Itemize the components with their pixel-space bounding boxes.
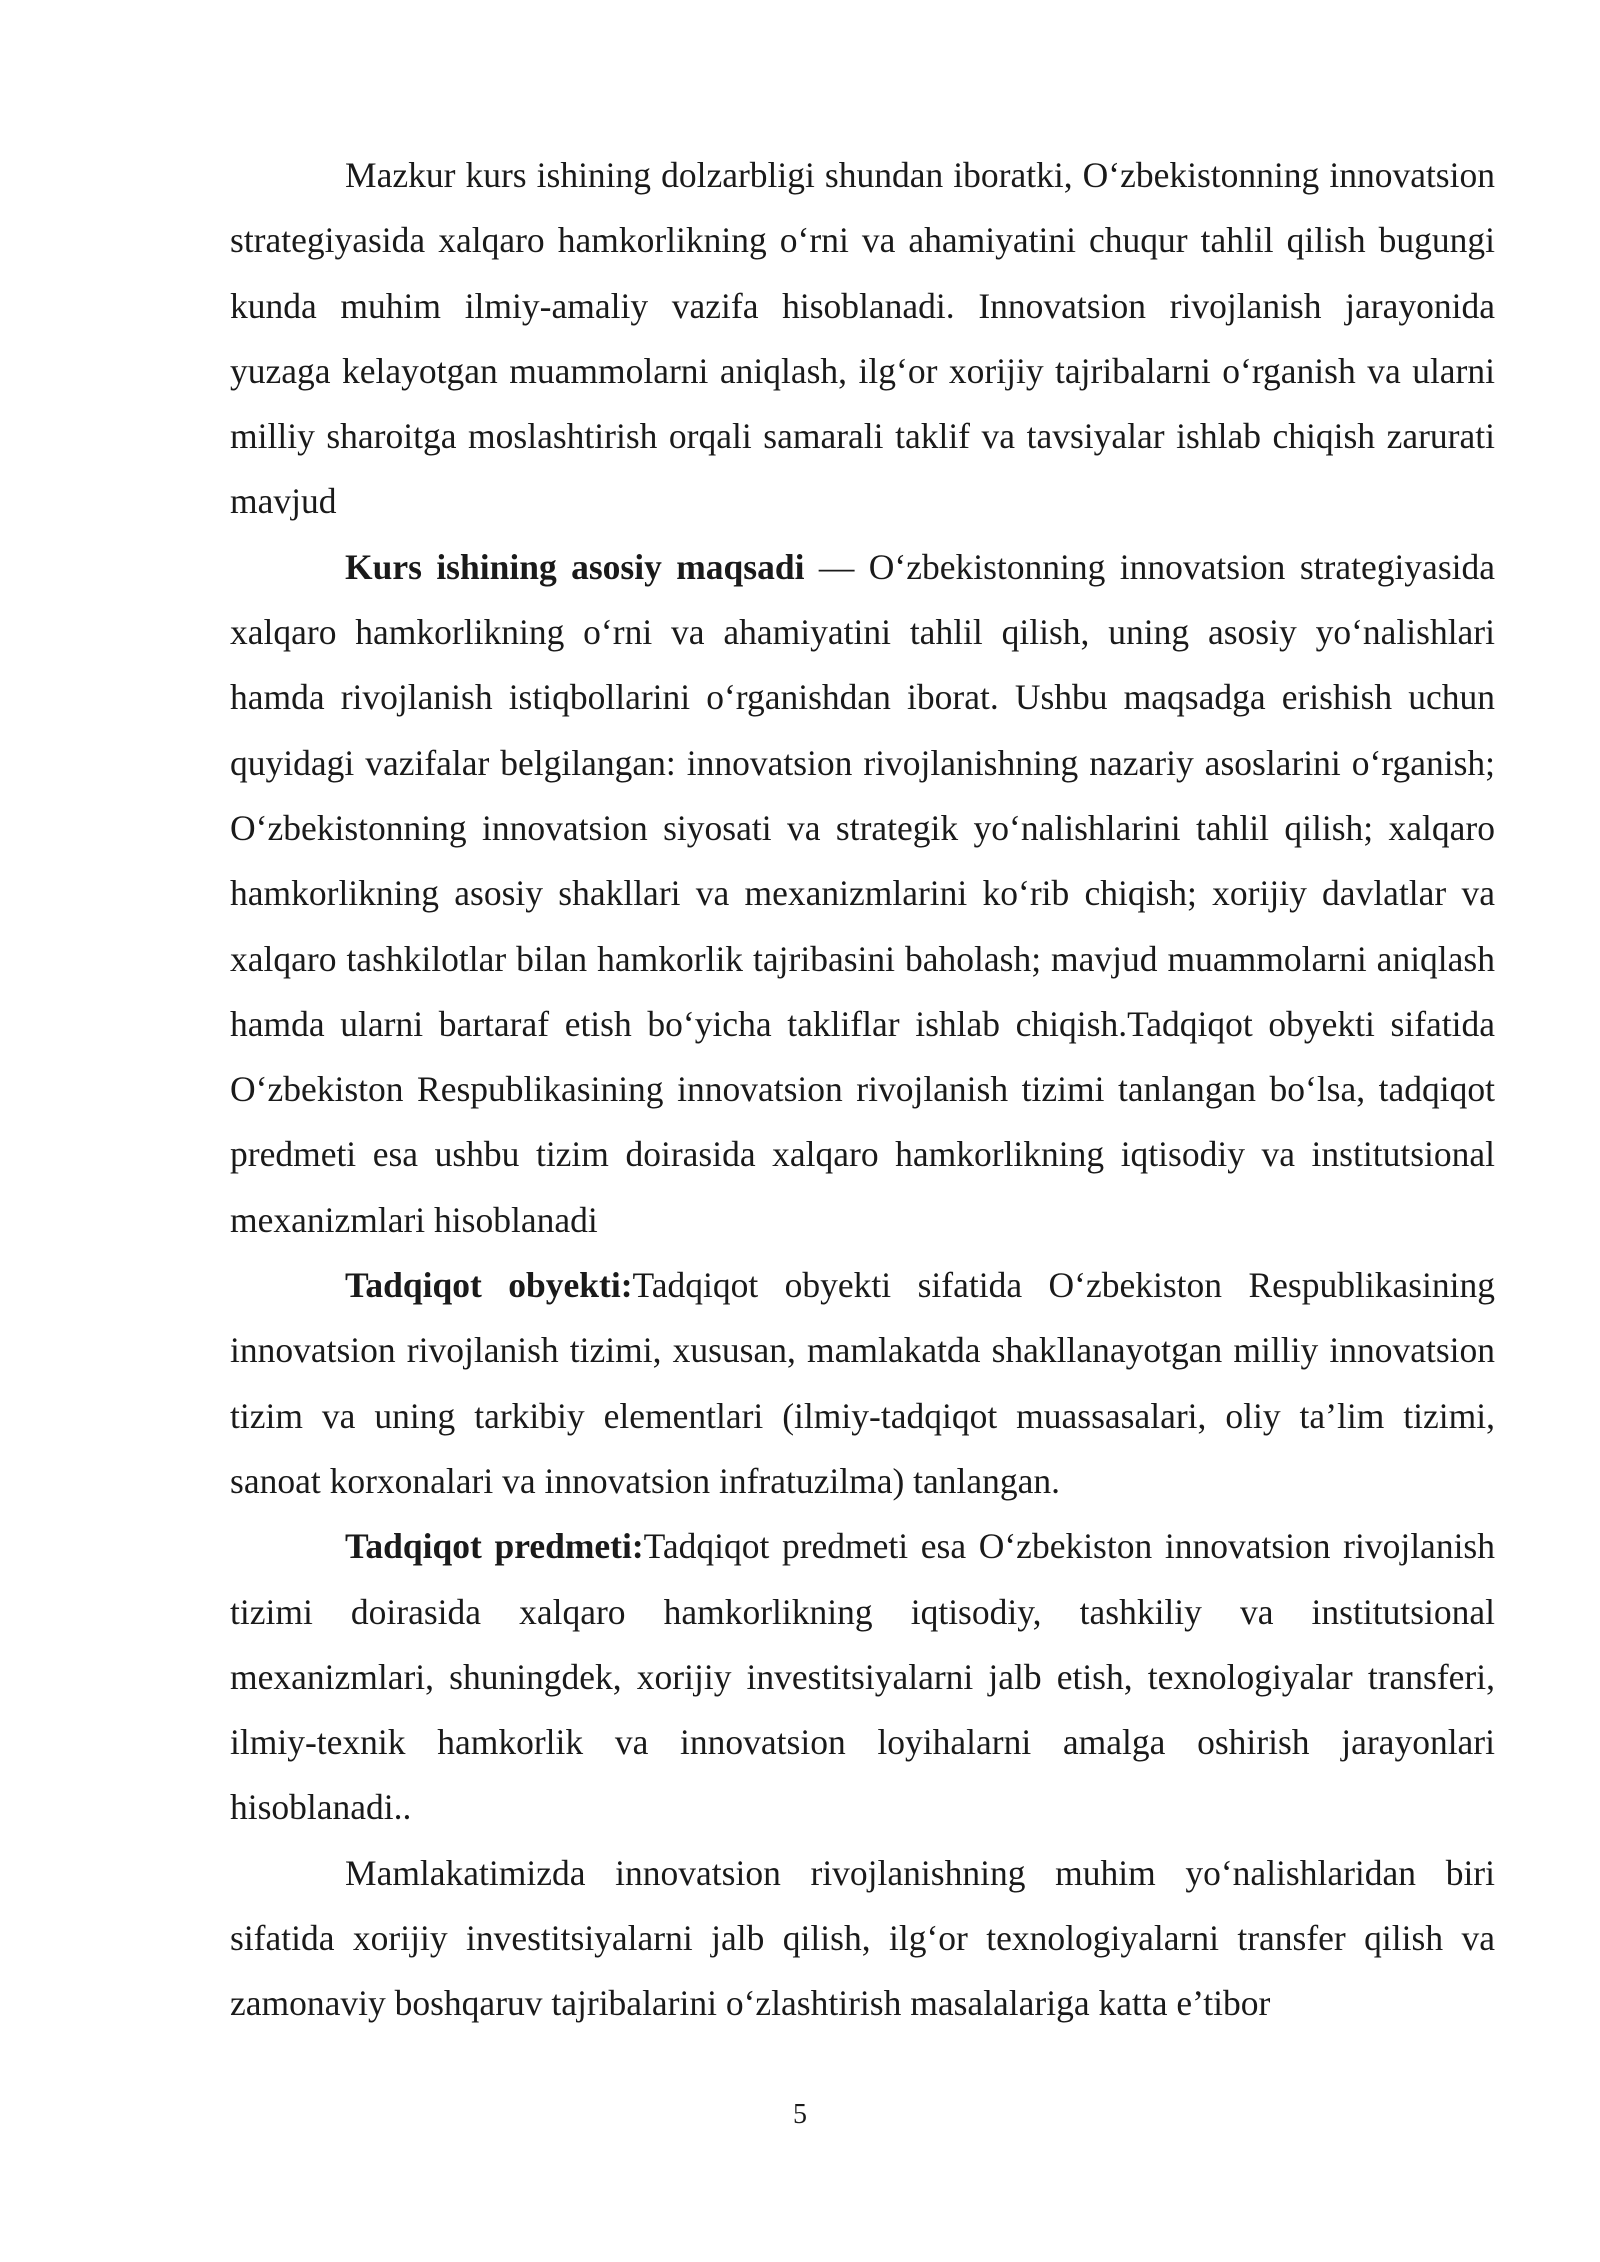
paragraph-lead: Tadqiqot obyekti: [345, 1265, 633, 1306]
body-text [230, 143, 1495, 2037]
paragraph-text: — O‘zbekistonning innovatsion strategiyasida xalqaro hamkorlikning o‘rni va ahamiyatini tahlil qilish, uning asosiy yo‘nalishlari hamda rivojlanish istiqbollarini o‘rganishdan iborat. Ushbu maqsadga erishish uchun quyidagi vazifalar belgilangan: innovatsion rivojlanishning nazariy asoslarini o‘rganish; O‘zbekistonning innovatsion siyosati va strategik yo‘nalishlarini tahlil qilish; xalqaro hamkorlikning asosiy shakllari va mexanizmlarini ko‘rib chiqish; xorijiy davlatlar va xalqaro tashkilotlar bilan hamkorlik tajribasini baholash; mavjud muammolarni aniqlash hamda ularni bartaraf etish bo‘yicha takliflar ishlab chiqish.Tadqiqot obyekti sifatida O‘zbekiston Respublikasining innovatsion rivojlanish tizimi tanlangan bo‘lsa, tadqiqot predmeti esa ushbu tizim doirasida xalqaro hamkorlikning iqtisodiy va institutsional mexanizmlari hisoblanadi [230, 546, 1495, 1240]
paragraph-lead: Kurs ishining asosiy maqsadi [345, 546, 805, 587]
paragraph-text: Tadqiqot predmeti esa O‘zbekiston innovatsion rivojlanish tizimi doirasida xalqaro hamkorlikning iqtisodiy, tashkiliy va institutsional mexanizmlari, shuningdek, xorijiy investitsiyalarni jalb etish, texnologiyalar transferi, ilmiy-texnik hamkorlik va innovatsion loyihalarni amalga oshirish jarayonlari hisoblanadi.. [230, 1526, 1495, 1828]
paragraph-text: Mamlakatimizda innovatsion rivojlanishning muhim yo‘nalishlaridan biri sifatida xorijiy investitsiyalarni jalb qilish, ilg‘or texnologiyalarni transfer qilish va zamonaviy boshqaruv tajribalarini o‘zlashtirish masalalariga katta e’tibor [230, 1852, 1495, 2024]
paragraph-research-subject [230, 1514, 1495, 1840]
paragraph-text: Tadqiqot obyekti sifatida O‘zbekiston Respublikasining innovatsion rivojlanish tizimi, xususan, mamlakatda shakllanayotgan milliy innovatsion tizim va uning tarkibiy elementlari (ilmiy-tadqiqot muassasalari, oliy ta’lim tizimi, sanoat korxonalari va innovatsion infratuzilma) tanlangan. [230, 1265, 1495, 1501]
paragraph-investment [230, 1841, 1495, 2037]
paragraph-text: Mazkur kurs ishining dolzarbligi shundan iboratki, O‘zbekistonning innovatsion strategiyasida xalqaro hamkorlikning o‘rni va ahamiyatini chuqur tahlil qilish bugungi kunda muhim ilmiy-amaliy vazifa hisoblanadi. Innovatsion rivojlanish jarayonida yuzaga kelayotgan muammolarni aniqlash, ilg‘or xorijiy tajribalarni o‘rganish va ularni milliy sharoitga moslashtirish orqali samarali taklif va tavsiyalar ishlab chiqish zarurati mavjud [230, 155, 1495, 522]
paragraph-relevance [230, 143, 1495, 535]
paragraph-research-object [230, 1253, 1495, 1514]
paragraph-lead: Tadqiqot predmeti: [345, 1526, 644, 1567]
page-number: 5 [793, 2099, 807, 2130]
paragraph-goal [230, 535, 1495, 1253]
